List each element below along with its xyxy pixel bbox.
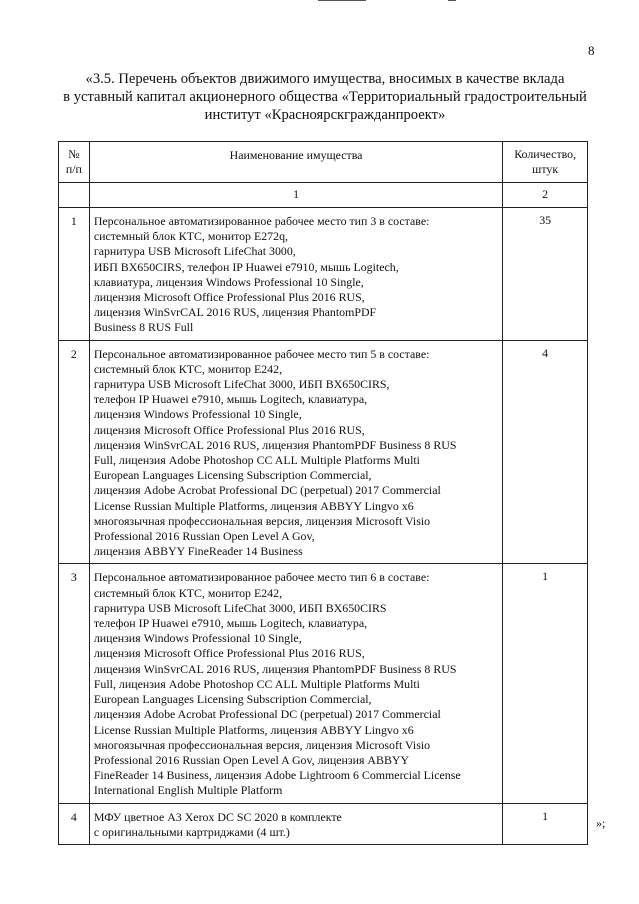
table-row — [59, 564, 588, 803]
description-line: Персональное автоматизированное рабочее место тип 3 в составе: — [93, 214, 430, 228]
row-quantity: 1 — [503, 803, 588, 844]
index-number-cell — [59, 183, 90, 208]
description-line: системный блок КТС, монитор E272q, — [93, 229, 288, 244]
row-number: 2 — [59, 340, 90, 564]
table-header-row — [59, 142, 588, 183]
row-quantity: 35 — [503, 208, 588, 341]
description-line: лицензия Adobe Acrobat Professional DC (perpetual) 2017 Commercial — [93, 707, 441, 722]
description-line: лицензия WinSvrCAL 2016 RUS, лицензия PhantomPDF Business 8 RUS — [93, 661, 457, 676]
row-description — [89, 208, 502, 341]
header-name-label: Наименование имущества — [229, 148, 363, 162]
description-line: с оригинальными картриджами (4 шт.) — [93, 824, 290, 839]
table-row — [59, 340, 588, 564]
description-line: системный блок КТС, монитор E242, — [93, 361, 283, 376]
description-line: European Languages Licensing Subscription Commercial, — [93, 468, 372, 483]
description-line: FineReader 14 Business, лицензия Adobe Lightroom 6 Commercial License — [93, 768, 461, 783]
description-line: МФУ цветное A3 Xerox DC SC 2020 в комплекте — [93, 809, 342, 824]
description-line: лицензия Microsoft Office Professional Plus 2016 RUS, — [93, 290, 365, 305]
description-line: License Russian Multiple Platforms, лицензия ABBYY Lingvo x6 — [93, 722, 414, 737]
description-line: телефон IP Huawei e7910, мышь Logitech, клавиатура, — [93, 616, 368, 631]
row-quantity: 1 — [503, 564, 588, 803]
description-line: лицензия Windows Professional 10 Single, — [93, 631, 302, 646]
description-line: многоязычная профессиональная версия, лицензия Microsoft Visio — [93, 513, 431, 528]
description-line: системный блок КТС, монитор E242, — [93, 585, 283, 600]
description-line: клавиатура, лицензия Windows Professional 10 Single, — [93, 274, 364, 289]
header-number-sublabel: п/п — [65, 162, 82, 177]
description-line: лицензия Microsoft Office Professional Plus 2016 RUS, — [93, 646, 365, 661]
description-line: Full, лицензия Adobe Photoshop CC ALL Multiple Platforms Multi — [93, 676, 420, 691]
table-row — [59, 803, 588, 844]
description-line: телефон IP Huawei e7910, мышь Logitech, клавиатура, — [93, 392, 368, 407]
description-line: лицензия WinSvrCAL 2016 RUS, лицензия PhantomPDF — [93, 305, 377, 320]
description-line: Professional 2016 Russian Open Level A Gov, лицензия ABBYY — [93, 752, 410, 767]
table-row — [59, 208, 588, 341]
description-line: ИБП BX650CIRS, телефон IP Huawei e7910, мышь Logitech, — [93, 259, 399, 274]
header-number-cell — [59, 142, 90, 183]
description-line: лицензия WinSvrCAL 2016 RUS, лицензия PhantomPDF Business 8 RUS — [93, 437, 457, 452]
top-edge-mark — [318, 0, 366, 1]
description-line: Персональное автоматизированное рабочее место тип 6 в составе: — [93, 570, 430, 585]
heading-line: институт «Красноярскгражданпроект» — [204, 107, 446, 123]
header-quantity-sublabel: штук — [532, 162, 559, 177]
heading-line: «3.5. Перечень объектов движимого имущества, вносимых в качестве вклада — [85, 71, 565, 87]
row-number: 4 — [59, 803, 90, 844]
header-quantity-label: Количество, — [514, 147, 577, 161]
column-index-row — [59, 183, 588, 208]
table-body — [59, 208, 588, 845]
page-number: 8 — [588, 43, 595, 58]
header-name-cell — [89, 142, 502, 183]
description-line: гарнитура USB Microsoft LifeChat 3000, ИБП BX650CIRS — [93, 600, 387, 615]
description-line: лицензия Microsoft Office Professional Plus 2016 RUS, — [93, 422, 365, 437]
row-number: 1 — [59, 208, 90, 341]
description-line: лицензия Windows Professional 10 Single, — [93, 407, 302, 422]
row-description — [89, 564, 502, 803]
description-line: гарнитура USB Microsoft LifeChat 3000, ИБП BX650CIRS, — [93, 377, 390, 392]
description-line: многоязычная профессиональная версия, лицензия Microsoft Visio — [93, 737, 431, 752]
row-description — [89, 340, 502, 564]
description-line: лицензия ABBYY FineReader 14 Business — [93, 544, 303, 559]
description-line: International English Multiple Platform — [93, 783, 283, 798]
description-line: лицензия Adobe Acrobat Professional DC (perpetual) 2017 Commercial — [93, 483, 441, 498]
description-line: License Russian Multiple Platforms, лицензия ABBYY Lingvo x6 — [93, 498, 414, 513]
description-line: Business 8 RUS Full — [93, 320, 194, 335]
description-line: Персональное автоматизированное рабочее место тип 5 в составе: — [93, 346, 430, 361]
property-table — [58, 141, 588, 845]
index-quantity-cell: 2 — [503, 183, 588, 208]
description-line: Professional 2016 Russian Open Level A Gov, — [93, 529, 315, 544]
row-number: 3 — [59, 564, 90, 803]
top-edge-mark — [448, 0, 456, 1]
row-quantity: 4 — [503, 340, 588, 564]
row-description — [89, 803, 502, 844]
header-quantity-cell — [503, 142, 588, 183]
heading-line: в уставный капитал акционерного общества «Территориальный градостроительный — [63, 89, 587, 105]
description-line: Full, лицензия Adobe Photoshop CC ALL Multiple Platforms Multi — [93, 453, 420, 468]
section-heading — [40, 70, 610, 124]
header-number-label: № — [68, 147, 80, 161]
index-name-cell: 1 — [89, 183, 502, 208]
description-line: European Languages Licensing Subscription Commercial, — [93, 692, 372, 707]
closing-quote: »; — [596, 816, 606, 830]
description-line: гарнитура USB Microsoft LifeChat 3000, — [93, 244, 296, 259]
